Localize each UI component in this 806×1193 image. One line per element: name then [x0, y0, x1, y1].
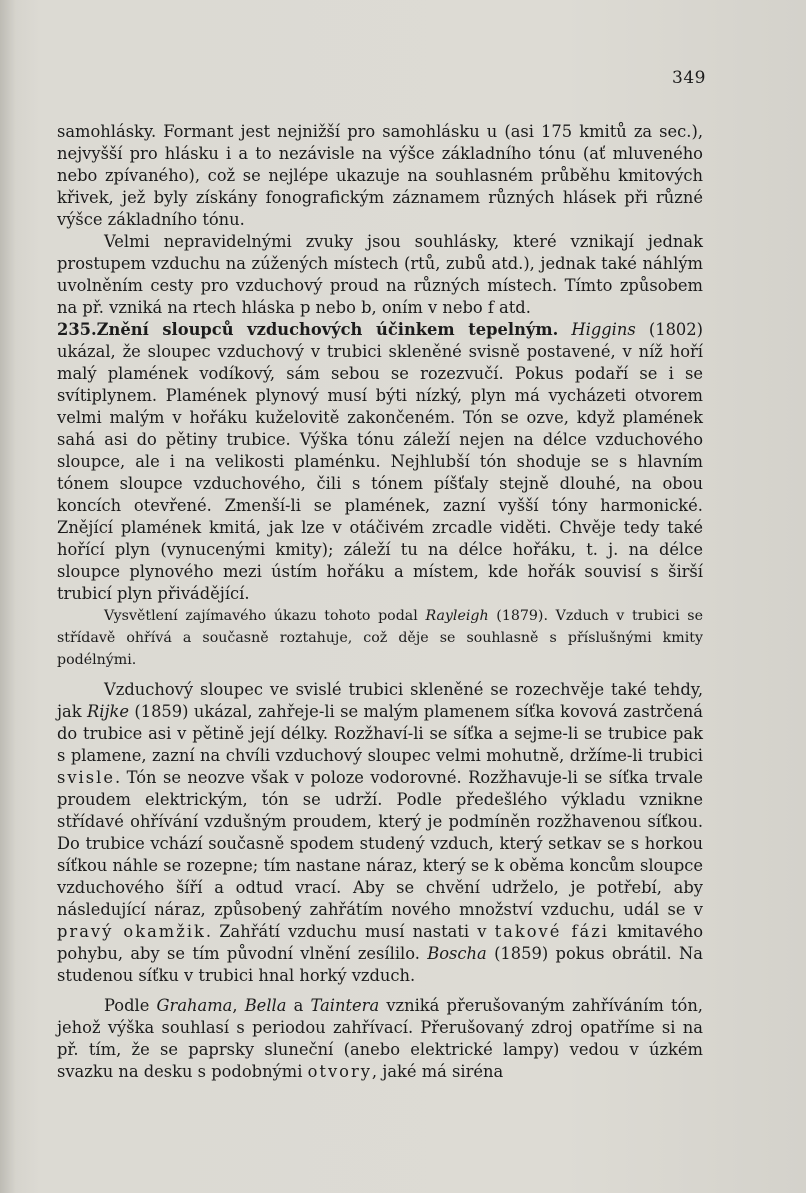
- page-body: [57, 121, 703, 1083]
- section-235: [57, 319, 703, 605]
- author-higgins: Higgins: [571, 320, 636, 339]
- page-number: 349: [672, 68, 706, 88]
- author-taintera: Taintera: [310, 996, 380, 1015]
- author-boscha: Boscha: [427, 944, 487, 963]
- spaced-word-pravy-okamzik: pravý okamžik: [57, 922, 206, 941]
- graham-text-b: vzniká přerušovaným zahříváním tón, jehož výška souhlasí s periodou zahřívací. Přerušovaný zdroj opatříme si na př. tím, že se paprsky sluneční (anebo elektrické lampy) vedou v úzkém svazku na desku s podobnými: [57, 996, 703, 1081]
- spaced-word-otvory: otvory: [307, 1062, 372, 1081]
- rijke-text-e: kmitavého pohybu, aby se tím původní vlnění zesílilo.: [57, 922, 704, 963]
- rijke-text-d: . Zahřátí vzduchu musí nastati v: [205, 922, 495, 941]
- section-title: Znění sloupců vzduchových účinkem tepelným.: [96, 320, 559, 339]
- rijke-text-f: (1859) pokus obrátil. Na studenou síťku v trubici hnal horký vzduch.: [57, 944, 703, 985]
- spaced-word-svisle: svisle: [57, 768, 115, 787]
- paragraph-vowels-formant: samohlásky. Formant jest nejnižší pro samohlásku u (asi 175 kmitů za sec.), nejvyšší pro hlásku i a to nezávisle na výšce základního tónu (ať mluveného nebo zpívaného), což se nejlépe ukazuje na souhlasném průběhu kmitových křivek, jež byly získány fonografickým záznamem různých hlásek při různé výšce základního tónu.: [57, 122, 703, 229]
- rijke-text-b: (1859) ukázal, zahřeje-li se malým plamenem síťka kovová zastrčená do trubice asi v pětině její délky. Rozžhaví-li se síťka a sejme-li se trubice pak s plamene, zazní na chvíli vzduchový sloupec velmi mohutně, držíme-li trubici: [57, 702, 703, 765]
- note-rayleigh: [57, 605, 703, 671]
- paragraph-graham-bell-tainter: [57, 995, 703, 1083]
- author-rijke: Rijke: [86, 702, 129, 721]
- section-body: (1802) ukázal, že sloupec vzduchový v trubici skleněné svisně postavené, v níž hoří malý plamének vodíkový, sám sebou se rozezvučí. Pokus podaří se i se svítiplynem. Plamének plynový musí býti nízký, plyn má vycházeti otvorem velmi malým v hořáku kuželovitě zakončeném. Tón se ozve, když plamének sahá asi do pětiny trubice. Výška tónu záleží nejen na délce vzduchového sloupce, ale i na velikosti plaménku. Nejhlubší tón shoduje se s hlavním tónem sloupce vzduchového, čili s tónem píšťaly stejně dlouhé, na obou koncích otevřené. Zmenší-li se plamének, zazní vyšší tóny harmonické. Znějící plamének kmitá, jak lze v otáčivém zrcadle viděti. Chvěje tedy také hořící plyn (vynucenými kmity); záleží tu na délce hořáku, t. j. na délce sloupce plynového mezi ústím hořáku a místem, kde hořák souvisí s širší trubicí plyn přivádějící.: [57, 320, 703, 603]
- paragraph-consonants: Velmi nepravidelnými zvuky jsou souhlásky, které vznikají jednak prostupem vzduchu na zúžených místech (rtů, zubů atd.), jednak také náhlým uvolněním cesty pro vzduchový proud na různých místech. Tímto způsobem na př. vzniká na rtech hláska p nebo b, oním v nebo f atd.: [57, 232, 703, 317]
- rijke-text-a: Vzduchový sloupec ve svislé trubici skleněné se rozechvěje také tehdy, jak: [57, 680, 703, 721]
- graham-text-c: , jaké má siréna: [371, 1062, 504, 1081]
- rijke-text-c: . Tón se neozve však v poloze vodorovné. Rozžhavuje-li se síťka trvale proudem elektrickým, tón se udrží. Podle předešlého výkladu vznikne střídavé ohřívání vzdušným proudem, který je podmíněn rozžhavenou síťkou. Do trubice vchází současně spodem studený vzduch, který setkav se s horkou síťkou náhle se rozepne; tím nastane náraz, který se k oběma koncům sloupce vzduchového šíří a odtud vrací. Aby se chvění udrželo, je potřebí, aby následující náraz, způsobený zahřátím nového množství vzduchu, udál se v: [57, 768, 703, 919]
- graham-sep-2: a: [286, 996, 311, 1015]
- note-text-b: (1879). Vzduch v trubici se střídavě ohřívá a současně roztahuje, což děje se souhlasně s příslušnými kmity podélnými.: [57, 608, 703, 668]
- graham-sep-1: ,: [232, 996, 245, 1015]
- note-text-a: Vysvětlení zajímavého úkazu tohoto podal: [104, 608, 426, 624]
- author-bella: Bella: [244, 996, 287, 1015]
- spaced-word-takove-fazi: takové fázi: [494, 922, 609, 941]
- section-number: 235.: [57, 320, 97, 339]
- author-grahama: Grahama: [156, 996, 233, 1015]
- graham-text-a: Podle: [104, 996, 157, 1015]
- paragraph-rijke: [57, 679, 703, 987]
- author-rayleigh: Rayleigh: [425, 608, 489, 624]
